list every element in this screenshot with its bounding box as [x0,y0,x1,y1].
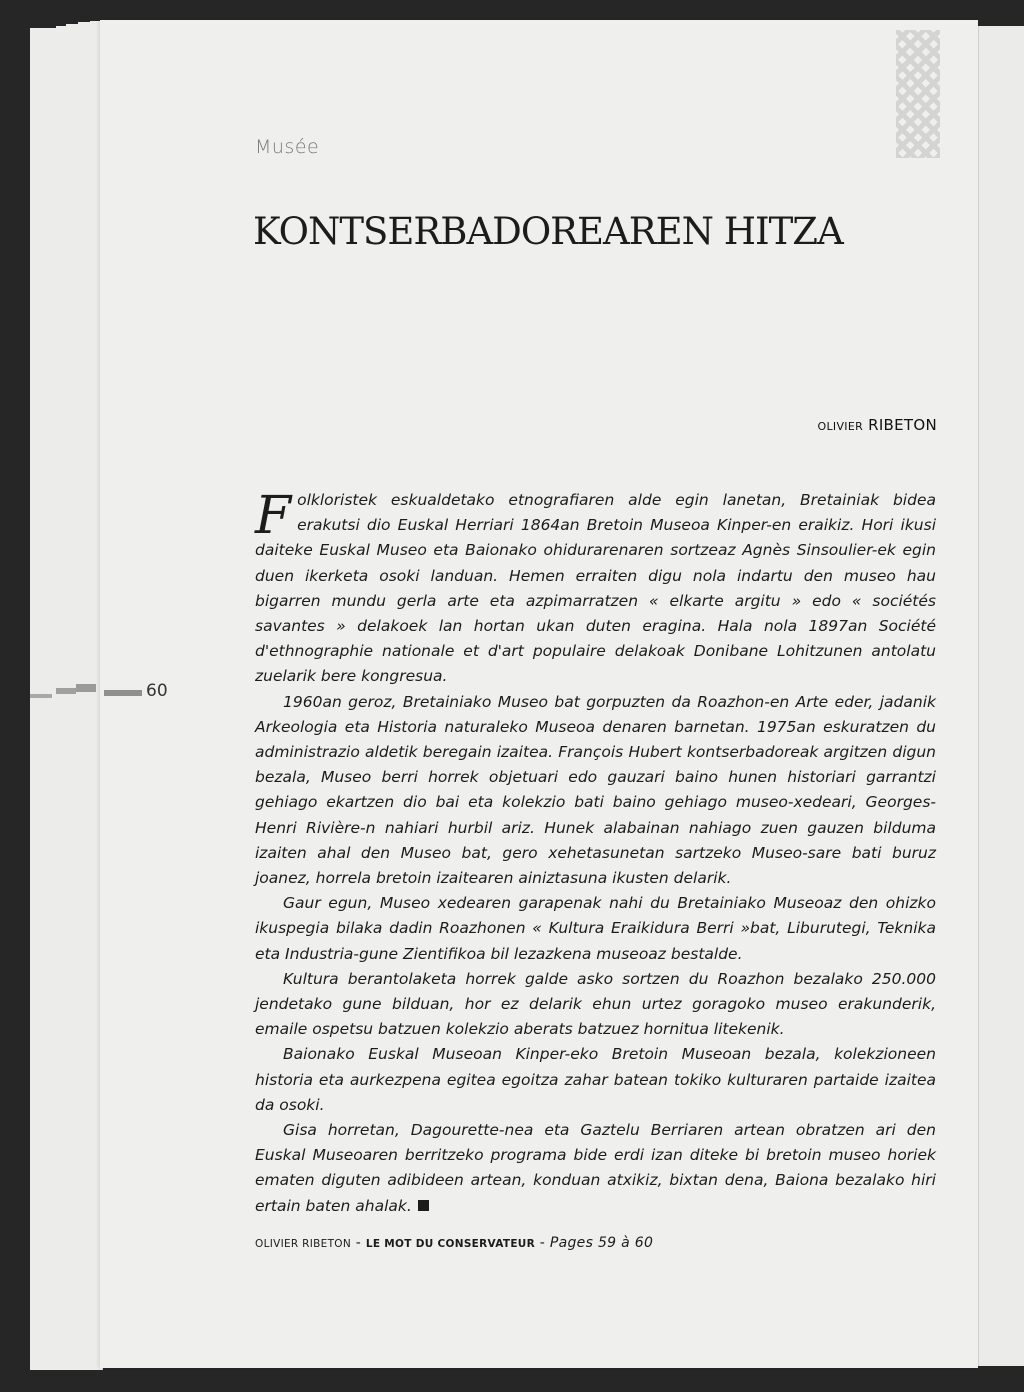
drop-cap: F [255,486,292,546]
facing-page-edge [978,26,1024,1366]
paragraph-text: Gisa horretan, Dagourette-nea eta Gaztelu Berriaren artean obratzen ari den Euskal Museoaren berritzeko programa bide erdi izan diteke bi bretoin museo horiek ematen diguten adibideen artean, konduan atxikiz, bixtan dena, Baiona bezalako hiri ertain baten ahalak. [255,1121,936,1215]
paragraph [255,1118,936,1219]
paragraph [255,488,936,690]
end-mark-icon [418,1200,429,1211]
page-footer [255,1235,653,1251]
footer-article-title: LE MOT DU CONSERVATEUR [365,1238,536,1250]
author-byline [700,416,937,434]
page-tab-marker [104,690,142,696]
footer-pages: Pages 59 à 60 [549,1235,654,1251]
author-first-name: OLIVIER [817,420,864,433]
page-tab-marker [56,688,76,694]
page-tab-marker [30,694,52,698]
ornament-graphic [896,30,940,158]
author-last-name: RIBETON [868,416,937,434]
article-title: KONTSERBADOREAREN HITZA [253,210,843,253]
article-body [255,488,936,1219]
paragraph: 1960an geroz, Bretainiako Museo bat gorpuzten da Roazhon-en Arte eder, jadanik Arkeologia eta Historia naturaleko Museoa denaren barnetan. 1975an eskuratzen du administrazio aldetik beregain izaitea. François Hubert kontserbadoreak argitzen digun bezala, Museo berri horrek objetuari edo gauzari baino hunen historiari garrantzi gehiago ekartzen dio bai eta kolekzio bati baino gehiago museo-xedeari, Georges-Henri Rivière-n nahiari hurbil ariz. Hunek alabainan nahiago zuen gauzen bilduma izaiten ahal den Museo bat, gero xehetasunetan sartzeko Museo-sare bati buruz joanez, horrela bretoin izaitearen ainiztasuna ikusten delarik. [255,692,936,888]
section-label: Musée [255,136,320,158]
paragraph: Kultura berantolaketa horrek galde asko sortzen du Roazhon bezalako 250.000 jendetako gune bilduan, hor ez delarik ehun urtez goragoko museo erakunderik, emaile ospetsu batzuen kolekzio aberats batzuez hornitua litekenik. [255,969,936,1039]
paragraph: Gaur egun, Museo xedearen garapenak nahi du Bretainiako Museoaz den ohizko ikuspegia bilaka dadin Roazhonen « Kultura Eraikidura Berri »bat, Liburutegi, Teknika eta Industria-gune Zientifikoa bil lezazkena museoaz bestalde. [255,894,936,963]
paragraph-text: olkloristek eskualdetako etnografiaren alde egin lanetan, Bretainiak bidea erakutsi dio Euskal Herriari 1864an Bretoin Museoa Kinper-en eraikiz. Hori ikusi daiteke Euskal Museo eta Baionako ohidurarenaren sortzeaz Agnès Sinsoulier-ek egin duen ikerketa osoki landuan. Hemen erraiten digu nola indartu den museo hau bigarren mundu gerla arte eta azpimarratzen « elkarte argitu » edo « sociétés savantes » delakoek lan hortan ukan duten eragina. Hala nola 1897an Société d'ethnographie nationale et d'art populaire delakoak Donibane Lohitzunen antolatu zuelarik bere kongresua. [255,491,936,686]
footer-separator: - [535,1235,550,1251]
footer-separator: - [351,1235,366,1251]
page-tab-marker [76,684,96,692]
footer-author: OLIVIER RIBETON [255,1238,352,1250]
page-number: 60 [146,681,168,701]
paragraph: Baionako Euskal Museoan Kinper-eko Bretoin Museoan bezala, kolekzioneen historia eta aurkezpena egitea egoitza zahar batean tokiko kulturaren partaide izaitea da osoki. [255,1045,936,1114]
